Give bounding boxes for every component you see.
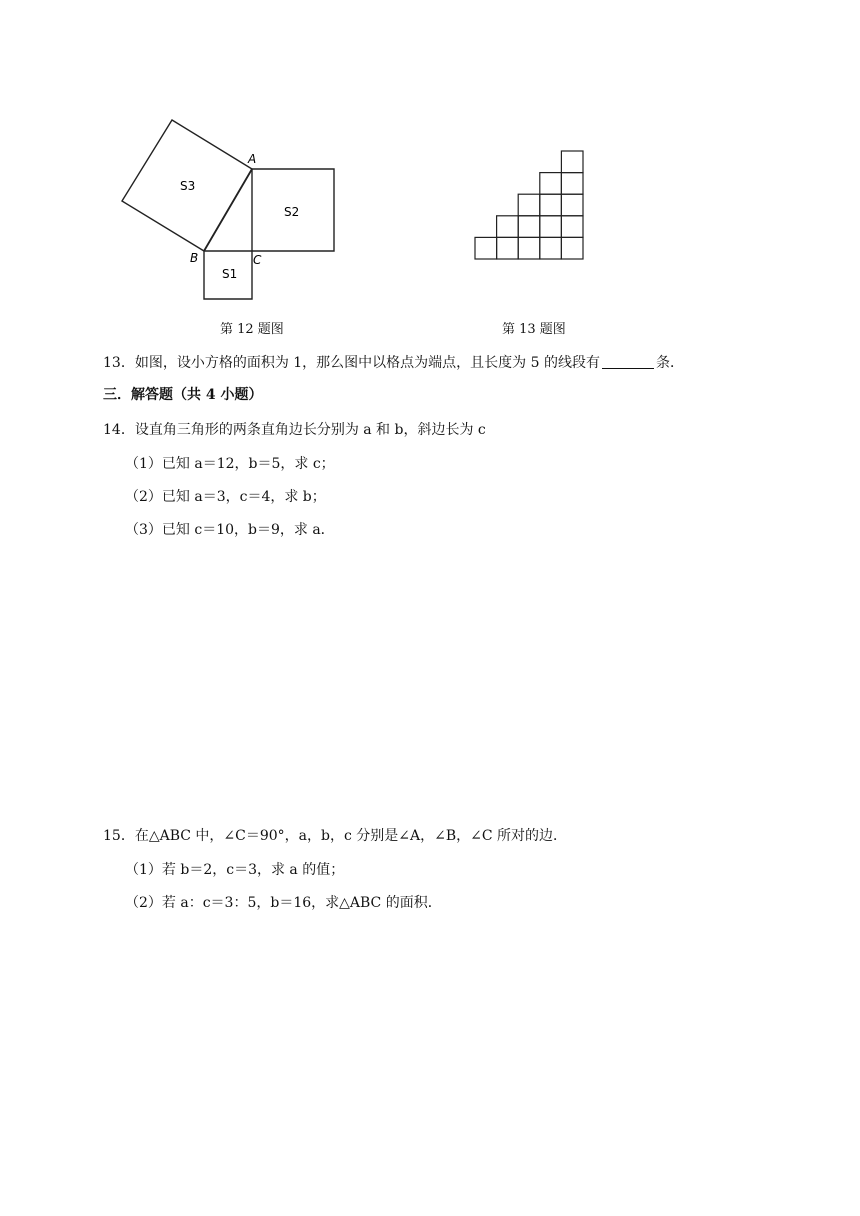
- grid-cell: [475, 237, 497, 259]
- figure-12-caption: 第 12 题图: [220, 322, 284, 337]
- grid-cell: [540, 237, 562, 259]
- question-15-stem: 15．在△ABC 中，∠C＝90°，a，b，c 分别是∠A，∠B，∠C 所对的边．: [103, 828, 568, 844]
- question-14-part-3: （3）已知 c＝10，b＝9，求 a．: [125, 522, 335, 538]
- grid-cell: [540, 194, 562, 216]
- section-heading: 三．解答题（共 4 小题）: [103, 387, 263, 403]
- label-a: A: [248, 152, 257, 166]
- label-s2: S2: [284, 205, 300, 219]
- grid-cell: [561, 173, 583, 195]
- figure-13-caption: 第 13 题图: [502, 322, 566, 337]
- label-b: B: [190, 251, 199, 265]
- hypotenuse-ab: [204, 169, 252, 251]
- label-c: C: [253, 253, 262, 267]
- grid-cell: [561, 194, 583, 216]
- question-14-part-2: （2）已知 a＝3，c＝4，求 b；: [125, 489, 326, 505]
- label-s3: S3: [180, 179, 196, 193]
- question-15-part-1: （1）若 b＝2，c＝3，求 a 的值；: [125, 862, 345, 878]
- question-15-part-2: （2）若 a：c＝3：5，b＝16，求△ABC 的面积．: [125, 895, 442, 911]
- grid-cell: [497, 237, 519, 259]
- label-s1: S1: [222, 267, 238, 281]
- answer-blank[interactable]: [602, 354, 654, 369]
- question-14-part-1: （1）已知 a＝12，b＝5，求 c；: [125, 456, 335, 472]
- grid-cell: [561, 151, 583, 173]
- question-13: [103, 354, 684, 372]
- grid-cell: [561, 216, 583, 238]
- grid-cell: [540, 216, 562, 238]
- question-13-prefix: 13．如图，设小方格的面积为 1，那么图中以格点为端点，且长度为 5 的线段有: [103, 355, 600, 371]
- figure-12: [100, 100, 360, 315]
- grid-cell: [497, 216, 519, 238]
- grid-cell: [518, 216, 540, 238]
- grid-cell: [561, 237, 583, 259]
- question-14-stem: 14．设直角三角形的两条直角边长分别为 a 和 b，斜边长为 c: [103, 422, 486, 438]
- question-13-suffix: 条．: [655, 355, 684, 371]
- figure-13: [470, 150, 590, 265]
- grid-cell: [540, 173, 562, 195]
- grid-cell: [518, 237, 540, 259]
- grid-cell: [518, 194, 540, 216]
